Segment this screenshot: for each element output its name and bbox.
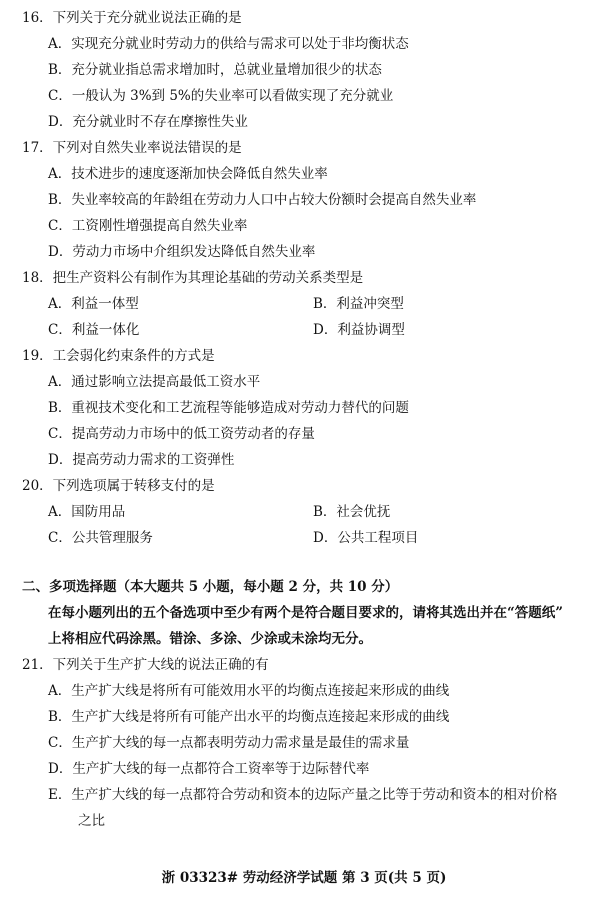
question-21-option-e-continuation: 之比 [78, 813, 105, 829]
question-16-option-b: B．充分就业指总需求增加时，总就业量增加很少的状态 [48, 62, 382, 78]
question-19-option-c: C．提高劳动力市场中的低工资劳动者的存量 [48, 426, 315, 442]
question-17-option-b: B．失业率较高的年龄组在劳动力人口中占较大份额时会提高自然失业率 [48, 192, 477, 208]
question-21-option-b: B．生产扩大线是将所有可能产出水平的均衡点连接起来形成的曲线 [48, 709, 450, 725]
question-17-option-d: D．劳动力市场中介组织发达降低自然失业率 [48, 244, 316, 260]
question-19-option-d: D．提高劳动力需求的工资弹性 [48, 452, 235, 468]
question-18-option-b: B．利益冲突型 [313, 296, 404, 312]
question-21-option-e: E．生产扩大线的每一点都符合劳动和资本的边际产量之比等于劳动和资本的相对价格 [48, 787, 558, 803]
question-17-option-a: A．技术进步的速度逐渐加快会降低自然失业率 [48, 166, 328, 182]
section-2-heading: 二、多项选择题（本大题共 5 小题，每小题 2 分，共 10 分） [22, 579, 399, 595]
question-21-option-d: D．生产扩大线的每一点都符合工资率等于边际替代率 [48, 761, 370, 777]
question-18-option-a: A．利益一体型 [48, 296, 139, 312]
question-20-stem: 20．下列选项属于转移支付的是 [22, 478, 215, 494]
question-16-option-d: D．充分就业时不存在摩擦性失业 [48, 114, 248, 130]
question-21-option-c: C．生产扩大线的每一点都表明劳动力需求量是最佳的需求量 [48, 735, 410, 751]
question-19-stem: 19．工会弱化约束条件的方式是 [22, 348, 215, 364]
section-2-instruction-line-2: 上将相应代码涂黑。错涂、多涂、少涂或未涂均无分。 [48, 631, 372, 647]
question-18-stem: 18．把生产资料公有制作为其理论基础的劳动关系类型是 [22, 270, 364, 286]
question-19-option-a: A．通过影响立法提高最低工资水平 [48, 374, 261, 390]
page-footer: 浙 03323# 劳动经济学试题 第 3 页(共 5 页) [161, 870, 447, 886]
question-21-stem: 21．下列关于生产扩大线的说法正确的有 [22, 657, 269, 673]
question-16-option-c: C．一般认为 3%到 5%的失业率可以看做实现了充分就业 [48, 88, 394, 104]
question-17-stem: 17．下列对自然失业率说法错误的是 [22, 140, 242, 156]
question-16-stem: 16．下列关于充分就业说法正确的是 [22, 10, 242, 26]
section-2-instruction-line-1: 在每小题列出的五个备选项中至少有两个是符合题目要求的，请将其选出并在“答题纸” [48, 605, 564, 621]
question-18-option-c: C．利益一体化 [48, 322, 140, 338]
question-21-option-a: A．生产扩大线是将所有可能效用水平的均衡点连接起来形成的曲线 [48, 683, 450, 699]
question-19-option-b: B．重视技术变化和工艺流程等能够造成对劳动力替代的问题 [48, 400, 409, 416]
question-20-option-a: A．国防用品 [48, 504, 126, 520]
question-18-option-d: D．利益协调型 [313, 322, 405, 338]
question-20-option-d: D．公共工程项目 [313, 530, 419, 546]
question-20-option-c: C．公共管理服务 [48, 530, 153, 546]
question-20-option-b: B．社会优抚 [313, 504, 391, 520]
question-16-option-a: A．实现充分就业时劳动力的供给与需求可以处于非均衡状态 [48, 36, 409, 52]
question-17-option-c: C．工资刚性增强提高自然失业率 [48, 218, 248, 234]
